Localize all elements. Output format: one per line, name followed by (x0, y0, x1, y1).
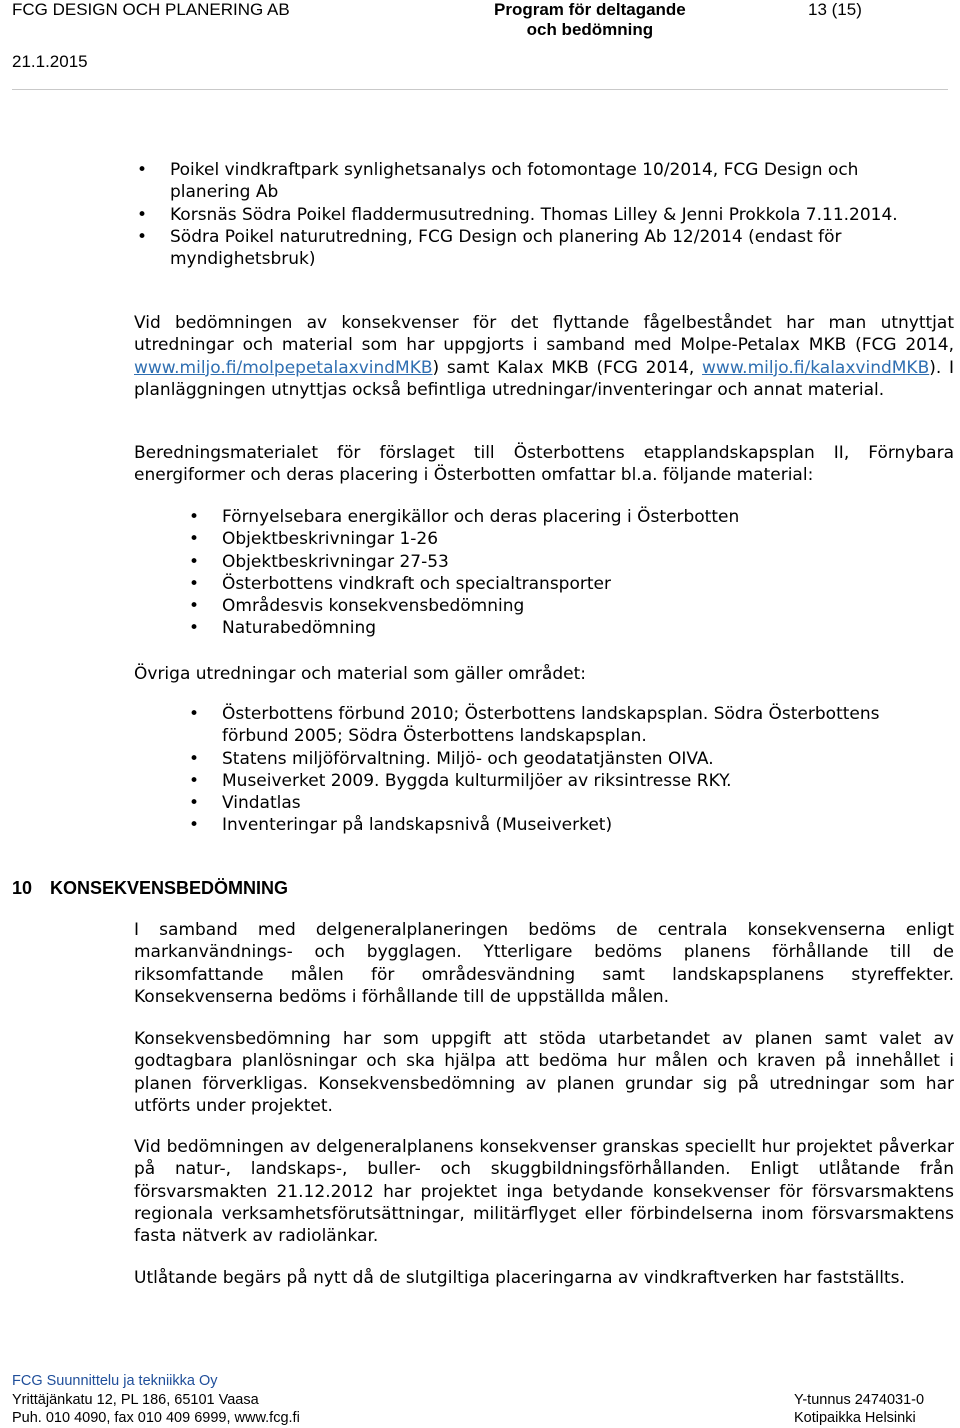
link-kalax[interactable]: www.miljo.fi/kalaxvindMKB (702, 357, 930, 378)
material-list (222, 506, 942, 640)
list-item: • Vindatlas (222, 792, 942, 814)
body-paragraph: I samband med delgeneralplaneringen bedöms de centrala konsekvenserna enligt markanvändnings- och bygglagen. Ytterligare bedöms planens förhållande till de riksomfattande målen för områdesvändning samt landskapsplanens styreffekter. Konsekvenserna bedöms i förhållande till de uppställda målen. (134, 920, 954, 1007)
section-title: KONSEKVENSBEDÖMNING (50, 878, 289, 898)
list-item: • Södra Poikel naturutredning, FCG Design och planering Ab 12/2014 (endast för myndighetsbruk) (170, 226, 930, 271)
header-company: FCG DESIGN OCH PLANERING AB (12, 0, 290, 19)
body-paragraph (134, 312, 954, 401)
body-paragraph: Övriga utredningar och material som gäller området: (134, 664, 586, 684)
header-date: 21.1.2015 (12, 52, 88, 71)
paragraph-text: Vid bedömningen av konsekvenser för det flyttande fågelbeståndet har man utnyttjat utredningar och material som har uppgjorts i samband med Molpe-Petalax MKB (FCG 2014, (134, 313, 954, 356)
footer-domicile: Kotipaikka Helsinki (794, 1410, 916, 1426)
body-paragraph: Vid bedömningen av delgeneralplanens konsekvenser granskas speciellt hur projektet påverkar på natur-, landskaps-, buller- och skuggbildningsförhållanden. Enligt utlåtande från försvarsmakten 21.12.2012 har projektet inga betydande konsekvenser för försvarsmaktens regionala verksamhetsförutsättningar, militärflyget eller förbindelserna inom försvarsmaktens fasta nätverk av radiolänkar. (134, 1137, 954, 1247)
other-material-list (222, 703, 942, 837)
section-heading (12, 877, 288, 899)
list-item: • Österbottens vindkraft och specialtransporter (222, 573, 942, 595)
list-item: • Objektbeskrivningar 27-53 (222, 551, 942, 573)
header-doc-title-line2: och bedömning (526, 20, 654, 39)
header-divider (12, 89, 948, 90)
list-item: • Statens miljöförvaltning. Miljö- och geodatatjänsten OIVA. (222, 748, 942, 770)
body-paragraph: Konsekvensbedömning har som uppgift att stöda utarbetandet av planen samt valet av godtagbara planlösningar och ska hjälpa att bedöma hur målen och kraven på innehållet i planen förverkligas. Konsekvensbedömning av planen grundar sig på utredningar som har utförts under projektet. (134, 1029, 954, 1116)
list-item: • Korsnäs Södra Poikel fladdermusutredning. Thomas Lilley & Jenni Prokkola 7.11.2014. (170, 204, 930, 226)
list-item: • Österbottens förbund 2010; Österbottens landskapsplan. Södra Österbottens förbund 2005; Södra Österbottens landskapsplan. (222, 703, 942, 748)
list-item: • Poikel vindkraftpark synlighetsanalys och fotomontage 10/2014, FCG Design och planering Ab (170, 159, 930, 204)
list-item: • Naturabedömning (222, 617, 942, 639)
footer-company: FCG Suunnittelu ja tekniikka Oy (12, 1373, 218, 1389)
header-doc-title-line1: Program för deltagande (494, 0, 686, 19)
footer-address: Yrittäjänkatu 12, PL 186, 65101 Vaasa (12, 1392, 259, 1408)
header-doc-title (494, 0, 686, 40)
list-item: • Inventeringar på landskapsnivå (Museiverket) (222, 814, 942, 836)
body-paragraph: Beredningsmaterialet för förslaget till Österbottens etapplandskapsplan II, Förnybara energiformer och deras placering i Österbotten omfattar bl.a. följande material: (134, 443, 954, 486)
link-molpe-petalax[interactable]: www.miljo.fi/molpepetalaxvindMKB (134, 357, 433, 378)
body-paragraph: Utlåtande begärs på nytt då de slutgiltiga placeringarna av vindkraftverken har fastställts. (134, 1268, 905, 1288)
footer-phone: Puh. 010 4090, fax 010 409 6999, www.fcg.fi (12, 1410, 300, 1426)
list-item: • Museiverket 2009. Byggda kulturmiljöer av riksintresse RKY. (222, 770, 942, 792)
paragraph-text: ). I planläggningen utnyttjas också befintliga utredningar/inventeringar och annat material. (134, 357, 954, 400)
paragraph-text: ) samt Kalax MKB (FCG 2014, (432, 357, 703, 378)
header-page-number: 13 (15) (808, 0, 862, 19)
footer-business-id: Y-tunnus 2474031-0 (794, 1392, 925, 1408)
reference-list (170, 159, 930, 270)
section-number: 10 (12, 878, 33, 898)
list-item: • Förnyelsebara energikällor och deras placering i Österbotten (222, 506, 942, 528)
list-item: • Objektbeskrivningar 1-26 (222, 528, 942, 550)
list-item: • Områdesvis konsekvensbedömning (222, 595, 942, 617)
